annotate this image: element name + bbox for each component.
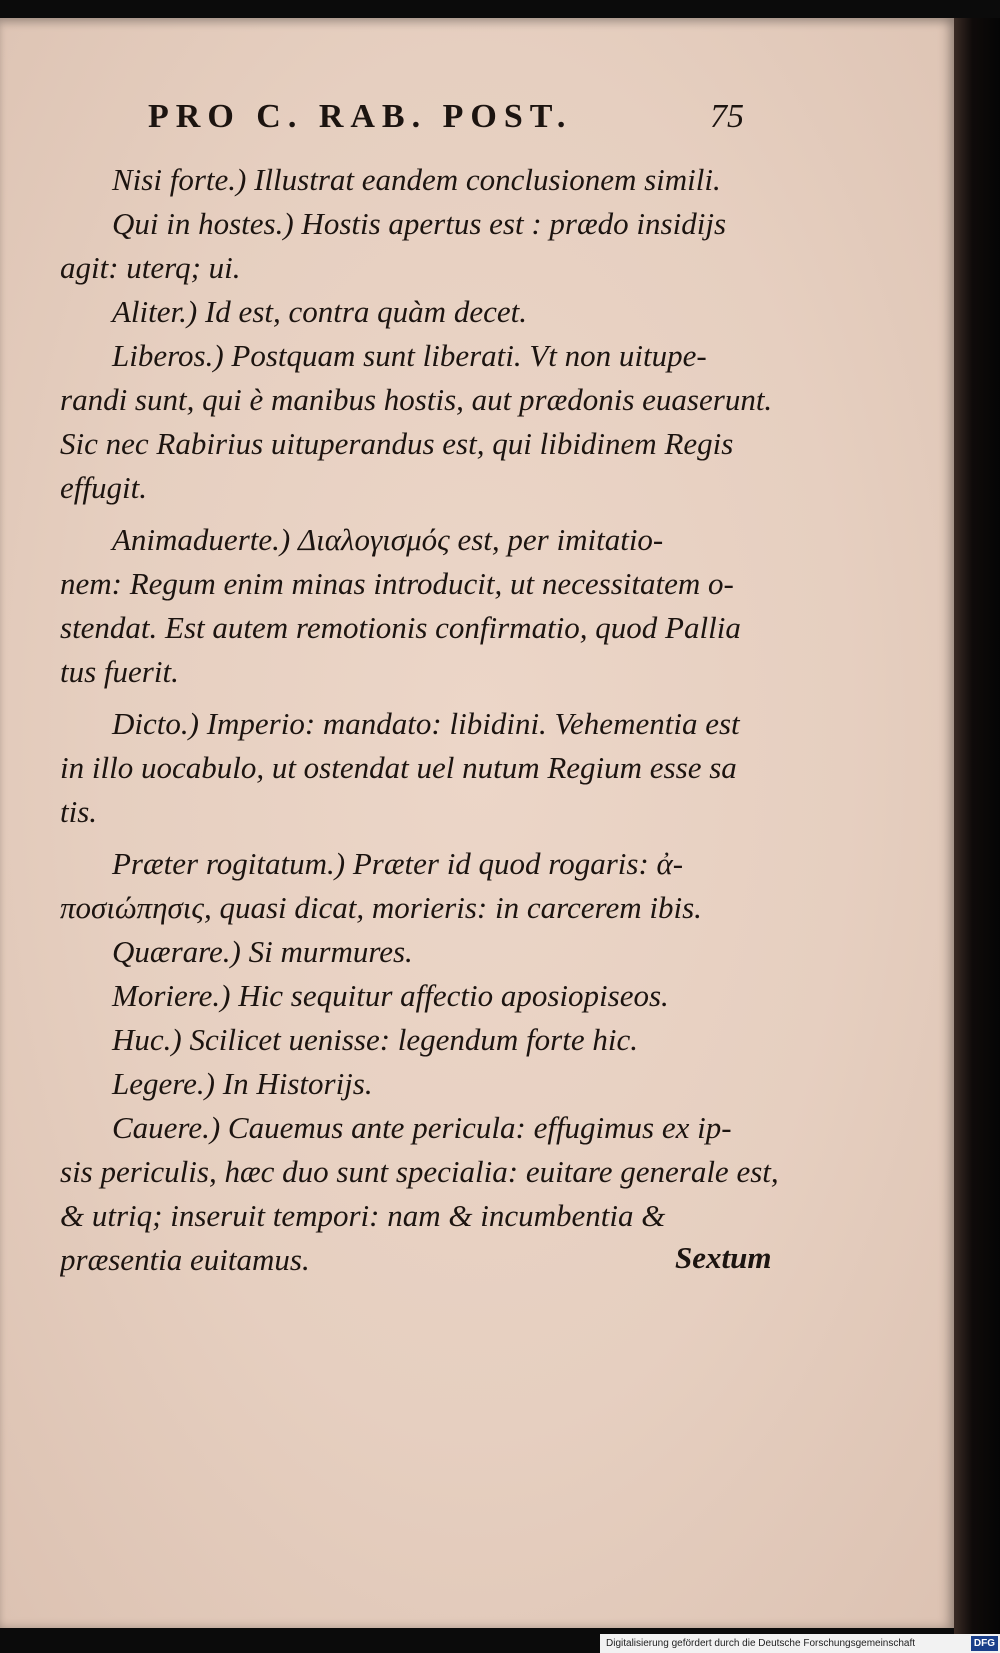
- text-line: Nisi forte.) Illustrat eandem conclusionem simili.: [112, 162, 721, 197]
- text-line: effugit.: [60, 470, 147, 505]
- text-lines: [60, 158, 780, 1282]
- text-line: Legere.) In Historijs.: [112, 1066, 373, 1101]
- text-line: randi sunt, qui è manibus hostis, aut prædonis euaserunt.: [60, 382, 773, 417]
- text-line: Animaduerte.) Διαλογισμός est, per imitatio-: [112, 522, 664, 557]
- text-line: Dicto.) Imperio: mandato: libidini. Vehementia est: [112, 706, 740, 741]
- page-header: [60, 98, 780, 158]
- footer-credit: Digitalisierung gefördert durch die Deutsche Forschungsgemeinschaft: [606, 1638, 916, 1649]
- text-line: agit: uterq; ui.: [60, 250, 241, 285]
- dfg-logo: DFG: [971, 1636, 998, 1651]
- text-line: Cauere.) Cauemus ante pericula: effugimus ex ip-: [112, 1110, 732, 1145]
- text-line: tus fuerit.: [60, 654, 179, 689]
- text-line: Qui in hostes.) Hostis apertus est : prædo insidijs: [112, 206, 727, 241]
- text-line: tis.: [60, 794, 98, 829]
- text-line: sis periculis, hæc duo sunt specialia: euitare generale est,: [60, 1154, 779, 1189]
- text-line: ποσιώπησις, quasi dicat, morieris: in carcerem ibis.: [60, 890, 702, 925]
- text-line: Sic nec Rabirius uituperandus est, qui libidinem Regis: [60, 426, 734, 461]
- text-line: Præter rogitatum.) Præter id quod rogaris: ἀ-: [112, 846, 684, 881]
- text-line: Huc.) Scilicet uenisse: legendum forte hic.: [112, 1022, 638, 1057]
- text-line: Quærare.) Si murmures.: [112, 934, 413, 969]
- text-line: præsentia euitamus.: [60, 1242, 310, 1277]
- running-head: PRO C. RAB. POST.: [148, 98, 573, 135]
- page-text: [60, 98, 780, 1282]
- catchword: Sextum: [675, 1240, 772, 1275]
- page-number: 75: [710, 98, 744, 135]
- text-line: nem: Regum enim minas introducit, ut necessitatem o-: [60, 566, 734, 601]
- text-line: & utriq; inseruit tempori: nam & incumbentia &: [60, 1198, 666, 1233]
- text-line: in illo uocabulo, ut ostendat uel nutum Regium esse sa: [60, 750, 737, 785]
- text-line: Aliter.) Id est, contra quàm decet.: [112, 294, 527, 329]
- text-line: Liberos.) Postquam sunt liberati. Vt non uitupe-: [112, 338, 707, 373]
- text-line: stendat. Est autem remotionis confirmatio, quod Pallia: [60, 610, 741, 645]
- footer-bar: [600, 1634, 1000, 1653]
- text-line: Moriere.) Hic sequitur affectio aposiopiseos.: [112, 978, 669, 1013]
- book-spine: [954, 18, 1000, 1638]
